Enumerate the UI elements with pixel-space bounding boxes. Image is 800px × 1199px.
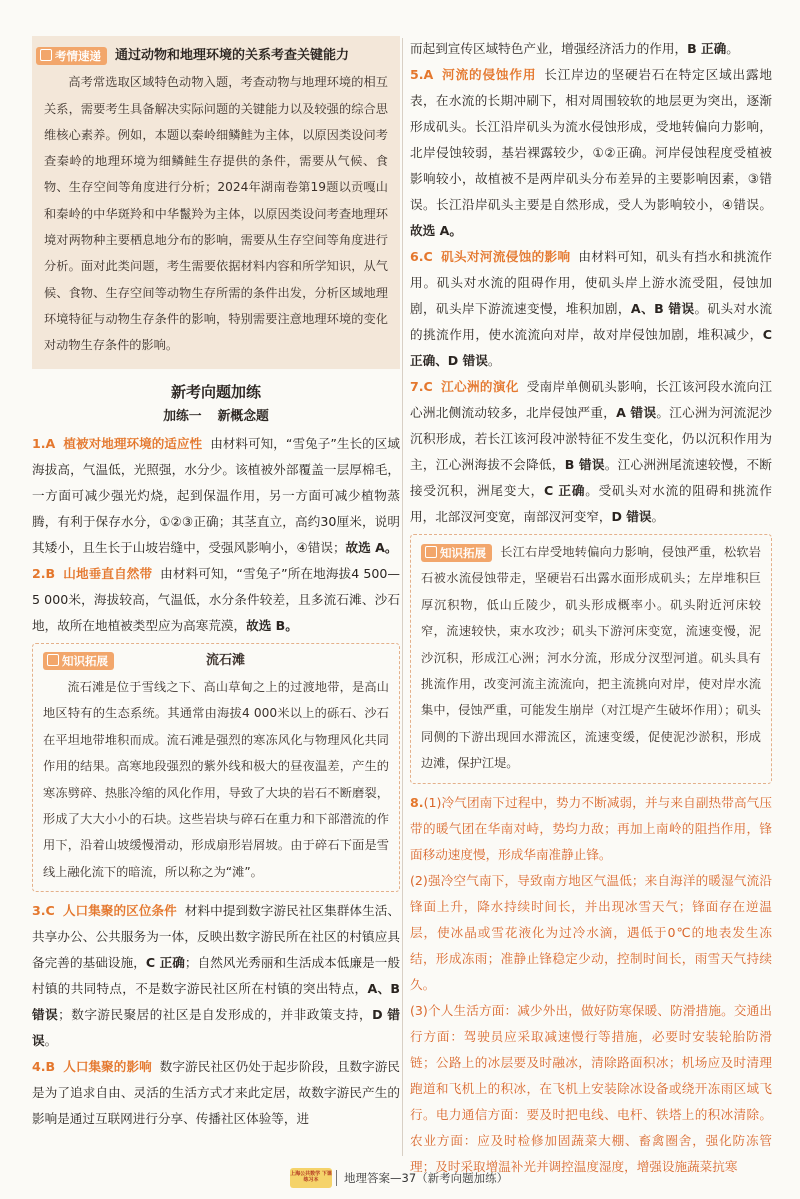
subtitle-right: 新概念题	[217, 408, 269, 424]
answer-5-text: 长江岸边的坚硬岩石在特定区域出露地表，在水流的长期冲刷下，相对周围较软的地层更为突出，逐渐形成矶头。长江沿岸矶头为流水侵蚀形成，受地转偏向力影响，北岸侵蚀较弱，基岩裸露较少，①②正确。河岸侵蚀程度受植被影响较小，故植被不是两岸矶头分布差异的主要影响因素，③错误。长江沿岸矶头主要是自然形成，受人为影响较小，④错误。	[410, 67, 773, 212]
knowledge-tag-2	[421, 544, 492, 562]
answer-6-number: 6.C	[410, 249, 433, 264]
answer-5	[410, 62, 772, 244]
publisher-logo: 上海公共数学 下课练习本	[290, 1168, 332, 1188]
knowledge-tag-1	[43, 652, 114, 670]
answer-2-choice: 故选 B。	[246, 617, 298, 633]
answer-7-text-2: 。江心洲为河流泥沙沉积形成，若长江该河段冲淤特征不发生变化，仍以沉积作用为主，江心洲海拔不会降低，	[410, 405, 773, 472]
answer-8-part-2: (2)强冷空气南下，导致南方地区气温低；来自海洋的暖湿气流沿锋面上升，降水持续时间长，并出现冰雪天气；锋面存在逆温层，使冰晶或雪花液化为过冷水滴，遇低于0℃的地表发生冻结，形成冻雨；准静止锋稳定少动，控制时间长，雨雪天气持续久。	[410, 872, 772, 992]
answer-2-text: 由材料可知，“雪兔子”所在地海拔4 500—5 000米，海拔较高，气温低，水分条件较差，且多流石滩、沙石地，故所在地植被类型应为高寒荒漠，	[32, 565, 400, 633]
answer-6-judgement-2: C 正确、D 错误	[410, 327, 772, 368]
answer-8-part-1-text: (1)冷气团南下过程中，势力不断减弱，并与来自副热带高气压带的暖气团在华南对峙，势均力敌；再加上南岭的阻挡作用，锋面移动速度慢，形成华南准静止锋。	[410, 794, 772, 862]
footer-separator	[336, 1170, 337, 1186]
exam-insight-tag-label: 考情速递	[55, 48, 101, 63]
answer-6	[410, 244, 772, 374]
extension-1-header	[43, 648, 389, 674]
subtitle-left: 加练一	[163, 408, 202, 424]
answer-1-text: 由材料可知，“雪兔子”生长的区域海拔高，气温低，光照强，水分少。该植被外部覆盖一层厚棉毛，一方面可减少强光灼烧，起到保温作用，另一方面可减少植物蒸腾，有利于保存水分，①②③正确；其茎直立，高约30厘米，说明其矮小，且生长于山坡岩缝中，受强风影响小，④错误；	[32, 435, 400, 555]
answer-7-text-3: 。江心洲洲尾流速较慢，不断接受沉积，洲尾变大，	[410, 457, 773, 498]
page-footer	[0, 1166, 800, 1190]
answer-3-number: 3.C	[32, 903, 55, 919]
column-divider	[402, 38, 403, 1156]
answer-6-text-1: 由材料可知，矶头有挡水和挑流作用。矶头对水流的阻碍作用，使矶头岸上游水流受阻，侵蚀加剧，矶头岸下游流速变慢，堆积加剧，	[410, 249, 773, 316]
extension-1-title: 流石滩	[205, 652, 245, 668]
left-column	[32, 36, 400, 1158]
answer-1	[32, 431, 400, 561]
right-column	[410, 36, 773, 1174]
answer-5-topic: 河流的侵蚀作用	[441, 67, 537, 82]
answer-3	[32, 898, 400, 1054]
answer-4-end: 。	[726, 41, 739, 56]
answer-2-number: 2.B	[32, 565, 56, 581]
answer-6-judgement-1: A、B 错误	[630, 301, 695, 316]
knowledge-tag-1-label: 知识拓展	[62, 653, 108, 668]
answer-8	[410, 790, 772, 1180]
answer-7-text-4: 。受矶头对水流的阻碍和挑流作用，北部汊河变宽，南部汊河变窄，	[410, 483, 772, 524]
book-icon	[425, 546, 437, 558]
answer-4-number: 4.B	[32, 1059, 56, 1075]
answer-4-cont-text: 而起到宣传区域特色产业，增强经济活力的作用，	[410, 41, 688, 56]
knowledge-tag-2-label: 知识拓展	[440, 545, 486, 560]
answer-7-judgement-2: B 错误	[564, 457, 605, 472]
callout-body: 高考常选取区域特色动物入题，考查动物与地理环境的相互关系，需要考生具备解决实际问题的关键能力以及较强的综合思维核心素养。例如，本题以秦岭细鳞鲑为主体，以原因类设问考查秦岭的地理环境为细鳞鲑生存提供的条件，需要从气候、食物、生存空间等角度进行分析；2024年湖南卷第19题以贡嘎山和秦岭的中华斑羚和中华鬣羚为主体，以原因类设问考查地理环境对两物种主要栖息地分布的影响，需要从生存空间等角度进行分析。面对此类问题，考生需要依据材料内容和所学知识，从气候、食物、生存空间等动物生存所需的条件出发，分析区域地理环境特征与动物生存条件的影响，特别需要注意地理环境的变化对动物生存条件的影响。	[44, 75, 388, 353]
answer-5-choice: 故选 A。	[410, 223, 462, 238]
extension-1-body: 流石滩是位于雪线之下、高山草甸之上的过渡地带，是高山地区特有的生态系统。其通常由海拔4 000米以上的砾石、沙石在平坦地带堆积而成。流石滩是强烈的寒冻风化与物理风化共同作用的结果。高寒地段强烈的紫外线和极大的昼夜温差，产生的寒冻劈碎、热胀冷缩的风化作用，导致了大块的岩石不断磨裂，形成了大大小小的石块。这些岩块与碎石在重力和下部潜流的作用下，沿着山坡缓慢滑动，形成扇形岩屑坡。由于碎石下面是雪线上融化流下的暗流，所以称之为“滩”。	[43, 679, 389, 879]
answer-2	[32, 561, 400, 639]
answer-6-text-3: 。	[487, 353, 501, 368]
answer-4-continued	[410, 36, 772, 62]
section-subtitle	[32, 405, 400, 429]
answer-2-topic: 山地垂直自然带	[63, 565, 153, 581]
answer-3-text-1: 材料中提到数字游民社区集群体生活、共享办公、公共服务为一体，反映出数字游民所在社区的村镇应具备完善的基础设施，	[32, 903, 401, 971]
section-title: 新考向题加练	[170, 382, 261, 401]
answer-4	[32, 1054, 400, 1132]
answer-1-number: 1.A	[32, 435, 56, 451]
answer-4-topic: 人口集聚的影响	[63, 1059, 152, 1075]
answer-1-topic: 植被对地理环境的适应性	[63, 435, 203, 451]
answer-4-judgement: B 正确	[687, 41, 727, 56]
answer-7-judgement-1: A 错误	[616, 405, 657, 420]
answer-3-text-3: ；数字游民聚居的社区是自发形成的，并非政策支持，	[58, 1007, 373, 1023]
answer-7-judgement-4: D 错误	[611, 509, 652, 524]
answer-1-choice: 故选 A。	[345, 539, 398, 555]
answer-7-text-1: 受南岸单侧矶头影响，长江该河段水流向江心洲北侧流动较多，北岸侵蚀严重，	[410, 379, 773, 420]
pencil-icon	[40, 49, 52, 61]
callout-header	[36, 42, 388, 69]
answer-3-judgement-3: D 错误	[32, 1007, 401, 1049]
answer-7-judgement-3: C 正确	[543, 483, 586, 498]
answer-3-text-2: ；自然风光秀丽和生活成本低廉是一般村镇的共同特点，不是数字游民社区所在村镇的突出特点，	[32, 955, 401, 997]
answer-6-text-2: 。矶头对水流的挑流作用，使水流流向对岸，故对岸侵蚀加剧，堆积减少，	[410, 301, 773, 342]
book-icon	[47, 654, 59, 666]
answer-7-topic: 江心洲的演化	[440, 379, 519, 394]
answer-3-topic: 人口集聚的区位条件	[62, 903, 177, 919]
answer-8-part-3: (3)个人生活方面：减少外出，做好防寒保暖、防滑措施。交通出行方面：驾驶员应采取减速慢行等措施，必要时安装轮胎防滑链；公路上的冰层要及时融冰，清除路面积冰；机场应及时清理跑道和飞机上的积冰，在飞机上安装除冰设备或绕开冻雨区域飞行。电力通信方面：要及时把电线、电杆、铁塔上的积冰清除。农业方面：应及时检修加固蔬菜大棚、畜禽圈舍，强化防冻管理；及时采取增温补光并调控温度湿度，增强设施蔬菜抗寒	[410, 1002, 772, 1174]
answer-4-text: 数字游民社区仍处于起步阶段，且数字游民是为了追求自由、灵活的生活方式才来此定居，故数字游民产生的影响是通过互联网进行分享、传播社区体验等，进	[32, 1059, 401, 1127]
answer-7-number: 7.C	[410, 379, 433, 394]
answer-8-number: 8.	[410, 794, 424, 810]
exam-insight-tag	[36, 47, 107, 65]
answer-7	[410, 374, 772, 530]
answer-3-text-4: 。	[44, 1033, 58, 1049]
callout-title: 通过动物和地理环境的关系考查关键能力	[115, 48, 350, 63]
extension-2-body: 长江右岸受地转偏向力影响，侵蚀严重，松软岩石被水流侵蚀带走，坚硬岩石出露水面形成矶头；左岸堆积巨厚沉积物，低山丘陵少，矶头形成概率小。矶头附近河床较窄，流速较快，束水攻沙；矶头下游河床变宽，流速变慢，泥沙沉积，形成江心洲；河水分流，形成分汊型河道。矶头具有挑流作用，改变河流主流流向，把主流挑向对岸，使对岸水流集中，侵蚀严重，可能发生崩岸（对江堤产生破坏作用）；矶头同侧的下游出现回水滞流区，流速变缓，促使泥沙淤积，形成边滩，保护江堤。	[421, 545, 761, 771]
exam-insight-callout	[32, 36, 400, 369]
answer-3-judgement-1: C 正确	[145, 955, 185, 971]
footer-page-label: 地理答案—37（新考向题加练）	[344, 1171, 509, 1185]
answer-5-number: 5.A	[410, 67, 434, 82]
answer-6-topic: 矶头对河流侵蚀的影响	[440, 249, 571, 264]
answer-8-part-1	[410, 790, 772, 868]
answer-3-judgement-2: A、B 错误	[32, 981, 400, 1023]
knowledge-extension-box-2	[410, 534, 772, 784]
answer-7-text-5: 。	[651, 509, 665, 524]
knowledge-extension-box-1	[32, 643, 400, 893]
